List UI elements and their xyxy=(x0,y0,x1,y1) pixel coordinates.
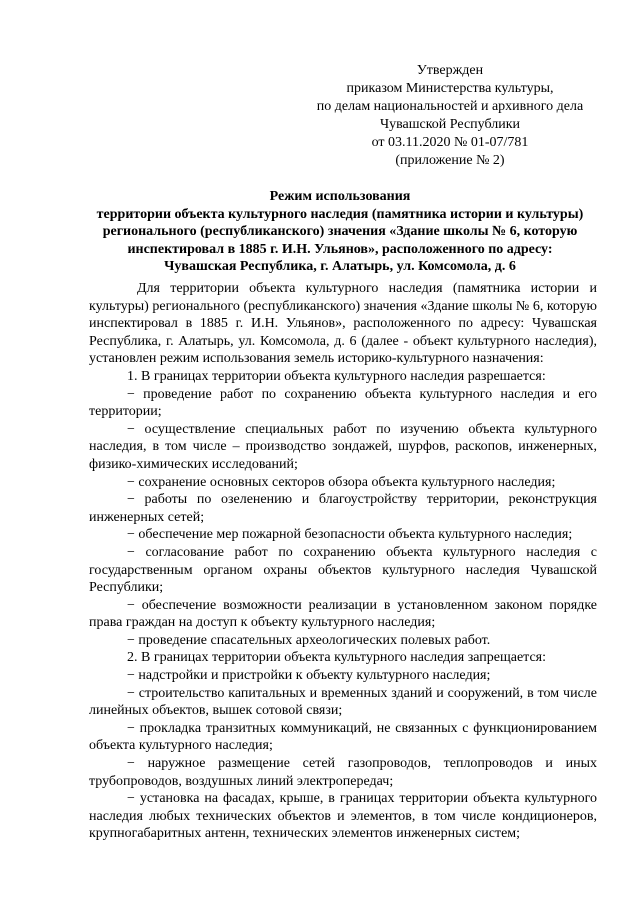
document-title xyxy=(70,188,610,276)
permitted-item: − обеспечение мер пожарной безопасности объекта культурного наследия; xyxy=(127,527,573,543)
section-2-heading: 2. В границах территории объекта культурного наследия запрещается: xyxy=(127,650,547,666)
prohibited-item: − надстройки и пристройки к объекту культурного наследия; xyxy=(127,668,491,684)
permitted-item: − сохранение основных секторов обзора объекта культурного наследия; xyxy=(127,474,556,490)
approval-line: по делам национальностей и архивного дела xyxy=(316,99,584,114)
approval-line: Утвержден xyxy=(416,63,484,78)
approval-line: Чувашской Республики xyxy=(379,117,521,132)
section-1-heading: 1. В границах территории объекта культурного наследия разрешается: xyxy=(127,368,546,384)
permitted-item: − обеспечение возможности реализации в установленном законом порядке права граждан на доступ к объекту культурного наследия; xyxy=(89,597,597,631)
intro-paragraph: Для территории объекта культурного наследия (памятника истории и культуры) регионального (республиканского) значения «Здание школы № 6, которую инспектировал в 1885 г. И.Н. Ульянов», расположенного по адресу: Чувашская Республика, г. Алатырь, ул. Комсомола, д. 6 (далее - объект культурного наследия), установлен режим использования земель историко-культурного назначения: xyxy=(89,281,597,367)
permitted-item: − осуществление специальных работ по изучению объекта культурного наследия, в том числе – производство зондажей, шурфов, раскопов, инженерных, физико-химических исследований; xyxy=(89,421,597,472)
title-line: регионального (республиканского) значения «Здание школы № 6, которую xyxy=(102,224,578,240)
prohibited-item: − наружное размещение сетей газопроводов, теплопроводов и иных трубопроводов, воздушных линий электропередач; xyxy=(89,756,597,789)
approval-stamp xyxy=(300,62,600,170)
title-line: инспектировал в 1885 г. И.Н. Ульянов», расположенного по адресу: xyxy=(127,241,553,257)
title-line: территории объекта культурного наследия (памятника истории и культуры) xyxy=(96,206,584,222)
prohibited-item: − прокладка транзитных коммуникаций, не связанных с функционированием объекта культурного наследия; xyxy=(89,720,597,754)
approval-line: от 03.11.2020 № 01-07/781 xyxy=(371,135,529,150)
approval-line: (приложение № 2) xyxy=(395,153,505,168)
title-line: Чувашская Республика, г. Алатырь, ул. Комсомола, д. 6 xyxy=(164,259,516,275)
document-body xyxy=(89,280,597,843)
prohibited-item: − строительство капитальных и временных зданий и сооружений, в том числе линейных объектов, вышек сотовой связи; xyxy=(89,685,597,719)
permitted-item: − согласование работ по сохранению объекта культурного наследия с государственным органом охраны объектов культурного наследия Чувашской Республики; xyxy=(89,544,597,596)
prohibited-item: − установка на фасадах, крыше, в границах территории объекта культурного наследия любых технических объектов и элементов, в том числе кондиционеров, крупногабаритных антенн, технических элементов инженерных систем; xyxy=(89,791,597,842)
permitted-item: − проведение спасательных археологических полевых работ. xyxy=(127,632,491,648)
approval-line: приказом Министерства культуры, xyxy=(346,81,554,96)
permitted-item: − проведение работ по сохранению объекта культурного наследия и его территории; xyxy=(89,386,597,420)
title-line: Режим использования xyxy=(269,189,411,204)
permitted-item: − работы по озеленению и благоустройству территории, реконструкция инженерных сетей; xyxy=(89,492,597,525)
